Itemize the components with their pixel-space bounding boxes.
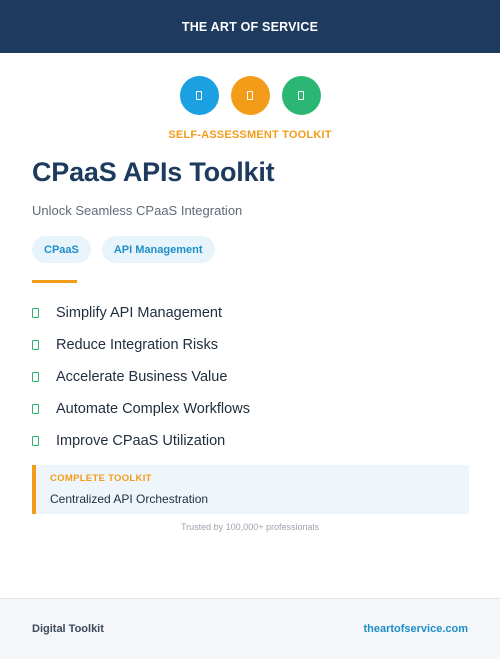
website-link[interactable]: theartofservice.com xyxy=(363,623,468,635)
eyebrow-label: SELF-ASSESSMENT TOOLKIT xyxy=(168,129,332,141)
header-bar xyxy=(0,0,500,53)
footer-bar xyxy=(0,598,500,659)
page-title: CPaaS APIs Toolkit xyxy=(32,157,275,187)
benefit-label: Improve CPaaS Utilization xyxy=(56,433,226,449)
icon-row xyxy=(0,76,500,115)
callout-text: Centralized API Orchestration xyxy=(50,492,209,506)
page-subtitle: Unlock Seamless CPaaS Integration xyxy=(32,203,243,218)
document-icon xyxy=(247,91,253,100)
check-icon xyxy=(32,372,39,382)
trusted-note: Trusted by 100,000+ professionals xyxy=(180,522,319,532)
benefit-label: Automate Complex Workflows xyxy=(56,401,250,417)
footer-label: Digital Toolkit xyxy=(32,623,104,635)
benefit-label: Simplify API Management xyxy=(56,305,223,321)
list-item xyxy=(32,425,250,457)
benefit-list xyxy=(32,297,250,457)
icon-circle-blue xyxy=(180,76,219,115)
benefit-label: Accelerate Business Value xyxy=(56,369,228,385)
callout-label: COMPLETE TOOLKIT xyxy=(50,473,152,484)
tag-cpaas: CPaaS xyxy=(32,236,91,263)
tag-list xyxy=(32,236,215,263)
list-item xyxy=(32,361,250,393)
tag-api-management: API Management xyxy=(102,236,215,263)
accent-divider xyxy=(32,280,77,283)
benefit-label: Reduce Integration Risks xyxy=(56,337,218,353)
brand-name: THE ART OF SERVICE xyxy=(181,19,319,34)
complete-toolkit-callout xyxy=(32,465,469,514)
check-icon xyxy=(32,308,39,318)
document-icon xyxy=(298,91,304,100)
list-item xyxy=(32,297,250,329)
check-icon xyxy=(32,340,39,350)
check-icon xyxy=(32,404,39,414)
icon-circle-orange xyxy=(231,76,270,115)
check-icon xyxy=(32,436,39,446)
list-item xyxy=(32,393,250,425)
list-item xyxy=(32,329,250,361)
icon-circle-green xyxy=(282,76,321,115)
document-icon xyxy=(196,91,202,100)
